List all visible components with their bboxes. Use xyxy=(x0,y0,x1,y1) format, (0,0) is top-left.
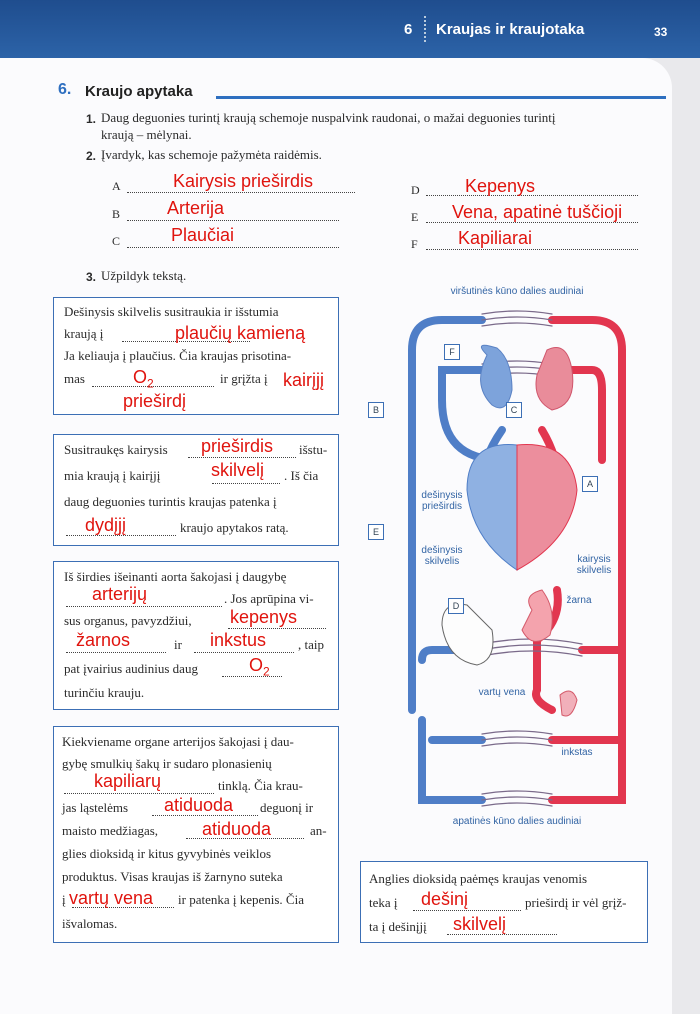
box4-blank2 xyxy=(152,815,258,816)
box5-answer1[interactable]: dešinį xyxy=(421,889,469,909)
label-upper-body: viršutinės kūno dalies audiniai xyxy=(450,286,584,297)
box4-answer3[interactable]: atiduoda xyxy=(202,819,272,839)
box2-answer3[interactable]: dydįjį xyxy=(85,515,127,535)
box4-line2: gybę smulkių šakų ir sudaro plonasienių xyxy=(62,756,272,771)
box4-answer2[interactable]: atiduoda xyxy=(164,795,234,815)
box1-answer1[interactable]: plaučių kamieną xyxy=(175,323,306,343)
diagram-letter-e: E xyxy=(368,524,384,540)
box2-line2b: . Iš čia xyxy=(284,468,319,483)
box3-blank1 xyxy=(66,606,222,607)
answer-line-e xyxy=(426,222,638,223)
label-c: C xyxy=(112,234,121,248)
box4-line3: tinklą. Čia krau- xyxy=(218,778,303,793)
task1-number: 1. xyxy=(86,112,97,126)
box3-blank4 xyxy=(194,652,294,653)
label-right-ventricle: dešinysis skilvelis xyxy=(421,545,463,567)
box2-blank2 xyxy=(212,483,280,484)
box5-line2a: teka į xyxy=(369,895,398,910)
box1-answer3[interactable]: kairįjį xyxy=(283,370,325,390)
box5-blank2 xyxy=(447,934,557,935)
answer-c[interactable]: Plaučiai xyxy=(171,225,235,245)
label-e: E xyxy=(411,210,419,224)
box4-line7: produktus. Visas kraujas iš žarnyno suteka xyxy=(62,869,283,884)
diagram-letter-f: F xyxy=(444,344,460,360)
box1-line2: kraują į xyxy=(64,326,104,341)
box1-line3: Ja keliauja į plaučius. Čia kraujas prisotina- xyxy=(64,348,292,363)
box4-line9: išvalomas. xyxy=(62,916,118,931)
box5-line2b: prieširdį ir vėl grįž- xyxy=(525,895,627,910)
box2-blank3 xyxy=(66,535,176,536)
label-lower-body: apatinės kūno dalies audiniai xyxy=(452,816,582,827)
task1-text-line2: kraują – mėlynai. xyxy=(101,127,192,142)
answer-d[interactable]: Kepenys xyxy=(465,176,536,196)
answer-line-c xyxy=(127,247,339,248)
label-b: B xyxy=(112,207,121,221)
box3-answer4[interactable]: inkstus xyxy=(210,630,267,650)
answer-b[interactable]: Arterija xyxy=(167,198,225,218)
box1-answer2[interactable]: $O_2$ xyxy=(133,367,154,391)
label-portal-vein: vartų vena xyxy=(478,687,526,698)
answer-line-b xyxy=(127,220,339,221)
diagram-letter-c: C xyxy=(506,402,522,418)
task3-number: 3. xyxy=(86,270,97,284)
left-lung-shape xyxy=(536,348,573,411)
header-divider xyxy=(424,16,426,42)
chapter-number: 6 xyxy=(404,21,413,38)
answer-line-f xyxy=(426,249,638,250)
box1-line1: Dešinysis skilvelis susitraukia ir išstumia xyxy=(64,304,279,319)
box3-line4a: ir xyxy=(174,637,182,652)
box3-blank3 xyxy=(66,652,166,653)
box3-answer1[interactable]: arterijų xyxy=(92,584,148,604)
page-number: 33 xyxy=(654,25,668,39)
box3-line1: Iš širdies išeinanti aorta šakojasi į daugybę xyxy=(64,569,287,584)
box2-line1b: išstu- xyxy=(299,442,328,457)
label-right-atrium: dešinysis prieširdis xyxy=(421,490,463,512)
task2-text: Įvardyk, kas schemoje pažymėta raidėmis. xyxy=(101,147,322,162)
box4-line6: glies dioksidą ir kitus gyvybinės veiklos xyxy=(62,846,272,861)
task3-text: Užpildyk tekstą. xyxy=(101,268,187,283)
box2-line1: Susitraukęs kairysis xyxy=(64,442,168,457)
box1-answer4[interactable]: prieširdį xyxy=(123,391,187,411)
box2-line2a: mia kraują į kairįjį xyxy=(64,468,161,483)
box4-answer1[interactable]: kapiliarų xyxy=(94,771,162,791)
chapter-header-bar xyxy=(0,0,700,58)
fill-box-1 xyxy=(53,297,339,415)
box4-blank1 xyxy=(64,793,214,794)
box4-line1: Kiekviename organe arterijos šakojasi į dau- xyxy=(62,734,294,749)
task1-text-line1: Daug deguonies turintį kraują schemoje nuspalvink raudonai, o mažai deguonies turintį xyxy=(101,110,556,125)
box3-line4b: , taip xyxy=(298,637,324,652)
box1-line4a: mas xyxy=(64,371,85,386)
diagram-letter-b: B xyxy=(368,402,384,418)
box5-line1: Anglies dioksidą paėmęs kraujas venomis xyxy=(369,871,588,886)
box3-blank2 xyxy=(228,628,326,629)
box3-line6: turinčiu krauju. xyxy=(64,685,145,700)
box4-line5a: maisto medžiagas, xyxy=(62,823,159,838)
box2-line4: kraujo apytakos ratą. xyxy=(180,520,289,535)
box4-line4a: jas ląstelėms xyxy=(62,800,129,815)
fill-box-3 xyxy=(53,561,339,710)
label-intestine: žarna xyxy=(566,595,592,606)
section-title-rule xyxy=(216,96,666,99)
box2-answer1[interactable]: prieširdis xyxy=(201,436,274,456)
label-kidney: inkstas xyxy=(561,747,593,758)
answer-line-a xyxy=(127,192,355,193)
fill-box-2 xyxy=(53,434,339,546)
section-number: 6. xyxy=(58,81,72,98)
kidney-shape xyxy=(560,691,577,716)
chapter-title: Kraujas ir kraujotaka xyxy=(436,21,585,38)
box2-line3: daug deguonies turintis kraujas patenka į xyxy=(64,494,277,509)
label-f: F xyxy=(411,237,418,251)
box2-blank1 xyxy=(188,457,296,458)
answer-f[interactable]: Kapiliarai xyxy=(458,228,533,248)
label-d: D xyxy=(411,183,420,197)
diagram-letter-a: A xyxy=(582,476,598,492)
heart-left-side xyxy=(517,445,577,570)
box3-line2: . Jos aprūpina vi- xyxy=(224,591,314,606)
box2-answer2[interactable]: skilvelį xyxy=(211,460,265,480)
task2-number: 2. xyxy=(86,149,97,163)
circulation-diagram xyxy=(372,280,662,840)
intestine-shape xyxy=(522,590,552,641)
answer-e[interactable]: Vena, apatinė tuščioji xyxy=(452,202,623,222)
box5-answer2[interactable]: skilvelį xyxy=(453,914,507,934)
box4-line4b: deguonį ir xyxy=(260,800,314,815)
box5-blank1 xyxy=(413,910,521,911)
box1-line4b: ir grįžta į xyxy=(220,371,268,386)
box4-line5b: an- xyxy=(310,823,327,838)
box3-answer3[interactable]: žarnos xyxy=(76,630,131,650)
right-lung-shape xyxy=(481,345,512,408)
box3-line3: sus organus, pavyzdžiui, xyxy=(64,613,192,628)
label-left-ventricle: kairysis skilvelis xyxy=(576,554,612,576)
heart-right-side xyxy=(467,445,517,570)
answer-a[interactable]: Kairysis prieširdis xyxy=(173,171,314,191)
box4-line8b: ir patenka į kepenis. Čia xyxy=(178,892,304,907)
box3-answer5[interactable]: $O_2$ xyxy=(249,655,270,679)
fill-box-5 xyxy=(360,861,648,943)
box3-answer2[interactable]: kepenys xyxy=(230,607,298,627)
section-title: Kraujo apytaka xyxy=(85,83,193,100)
box5-line3: ta į dešinįjį xyxy=(369,919,427,934)
diagram-letter-d: D xyxy=(448,598,464,614)
label-a: A xyxy=(112,179,121,193)
box3-line5: pat įvairius audinius daug xyxy=(64,661,198,676)
box4-answer4[interactable]: vartų vena xyxy=(69,888,154,908)
box4-line8a: į xyxy=(62,892,66,907)
fill-box-4 xyxy=(53,726,339,943)
